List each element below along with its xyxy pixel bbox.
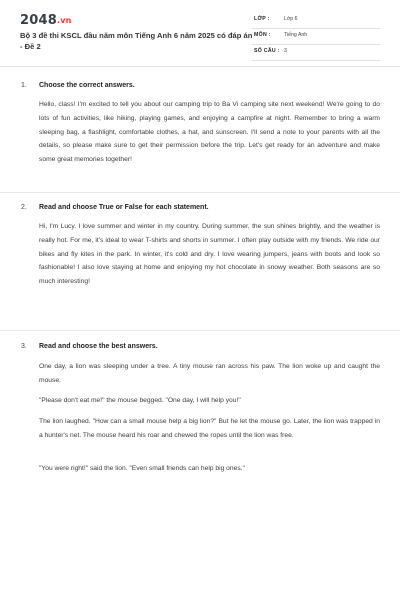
meta-row-question-count [252, 45, 380, 61]
question-number: 1. [21, 82, 27, 89]
question-passage: "Please don't eat me!" the mouse begged. "One day, I will help you!" [39, 397, 241, 404]
question-title: Choose the correct answers. [39, 82, 135, 89]
question-passage: The lion laughed. "How can a small mouse help a big lion?" But he let the mouse go. Later, the lion was trapped in a hunter's net. The mouse heard his roar and chewed the ropes until the lion was free. [39, 418, 380, 439]
question-passage: One day, a lion was sleeping under a tree. A tiny mouse ran across his paw. The lion woke up and caught the mouse. [39, 363, 380, 384]
meta-value: 3 [284, 48, 287, 54]
question-passage: Hi, I'm Lucy. I love summer and winter in my country. During summer, the sun shines brightly, and the weather is really hot. For me, it's ideal to wear T-shirts and shorts in summer. I often play outside with my friends. We ride our bikes and fly kites in the park. In winter, it's cold and dry. I love wearing jumpers, jeans with boots and look so fashionable! I also love staying at home and enjoying my hot chocolate in snowy weather. Both seasons are so much interesting! [39, 223, 380, 286]
meta-row-subject [252, 29, 380, 45]
meta-label: MÔN : [254, 32, 271, 38]
question-2 [0, 193, 400, 331]
question-passage: Hello, class! I'm excited to tell you about our camping trip to Ba Vi camping site next weekend! We're going to do lots of fun activities, like hiking, playing games, and enjoying a campfire at night. Remember to bring a warm sleeping bag, a flashlight, comfortable clothes, a hat, and sunscreen. I'll send a note to your parents with all the details, so please make sure to get their permission before the trip. Let's get ready for an adventure and make some great memories together! [39, 101, 380, 164]
question-1 [0, 66, 400, 193]
question-title: Read and choose the best answers. [39, 343, 158, 350]
meta-label: LỚP : [254, 16, 270, 22]
questions-list [0, 66, 400, 601]
site-logo[interactable] [20, 13, 72, 28]
question-passage: "You were right!" said the lion. "Even small friends can help big ones." [39, 465, 245, 472]
question-number: 2. [21, 204, 27, 211]
question-3 [0, 331, 400, 601]
meta-label: SỐ CÂU : [254, 48, 280, 54]
document-title: Bộ 3 đề thi KSCL đầu năm môn Tiếng Anh 6 năm 2025 có đáp án - Đề 2 [20, 31, 253, 51]
question-number: 3. [21, 343, 27, 350]
question-title: Read and choose True or False for each statement. [39, 204, 209, 211]
page-header [0, 0, 400, 67]
meta-value: Tiếng Anh [284, 32, 308, 38]
meta-row-class [252, 13, 380, 29]
meta-value: Lớp 6 [284, 16, 298, 22]
logo-suffix: .vn [56, 16, 72, 25]
logo-text: 2048 [20, 13, 57, 28]
exam-meta-table [252, 13, 380, 61]
